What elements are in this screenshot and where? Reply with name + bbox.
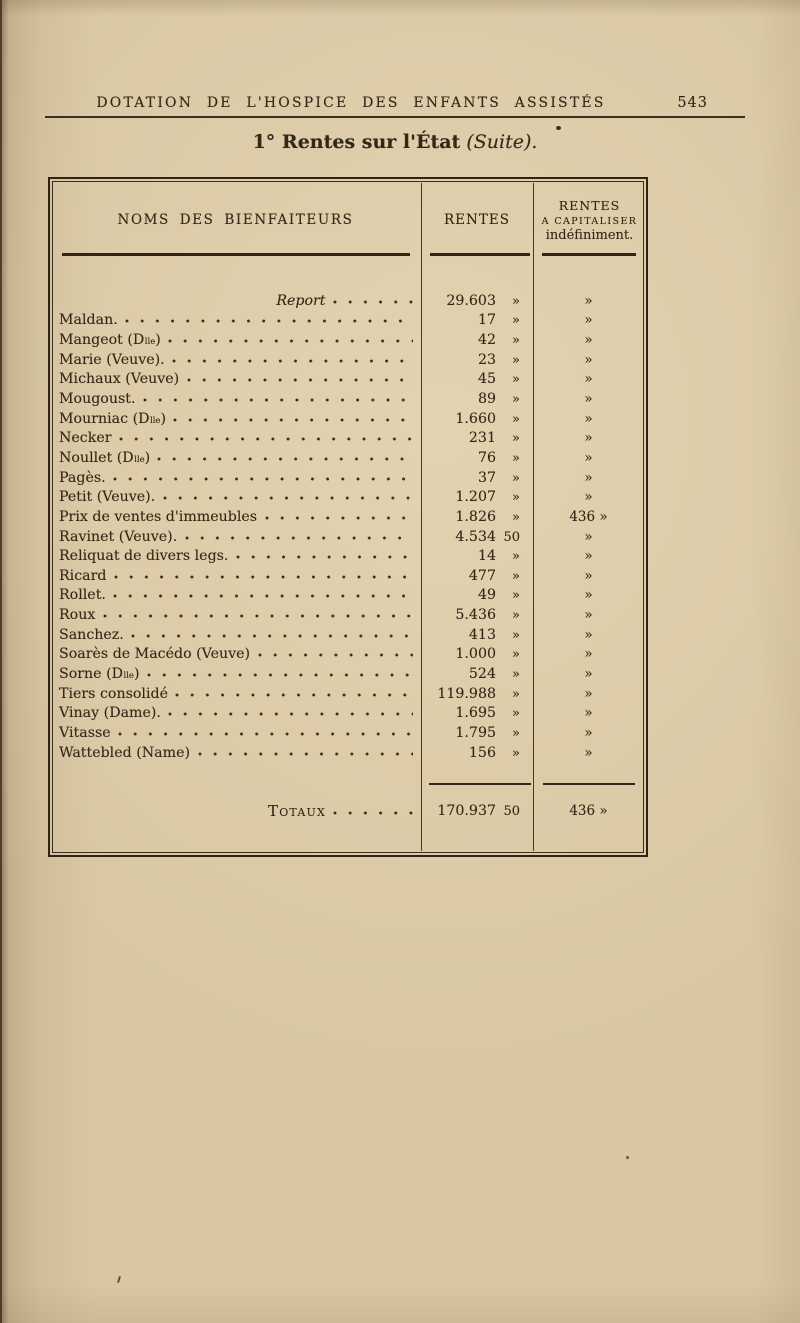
dot-leader bbox=[103, 613, 413, 619]
rente-amount: 17 bbox=[477, 312, 496, 329]
rente-amount: 1.695 bbox=[455, 705, 496, 722]
table-body bbox=[50, 291, 644, 762]
header-rule-line bbox=[45, 116, 745, 118]
benefactor-name-cell: Mourniac (D lle ) bbox=[50, 411, 421, 427]
sum-rule bbox=[543, 783, 635, 785]
dot-leader bbox=[265, 515, 413, 521]
rente-cents: » bbox=[512, 725, 520, 741]
rente-cents: » bbox=[512, 293, 520, 309]
rente-cents: » bbox=[512, 706, 520, 722]
benefactor-name: Report bbox=[276, 292, 326, 309]
table-row bbox=[50, 291, 644, 311]
rente-cell bbox=[421, 607, 533, 623]
table-row bbox=[50, 468, 644, 488]
benefactor-name: Ricard bbox=[59, 567, 107, 584]
rente-cents: » bbox=[512, 666, 520, 682]
rente-cell bbox=[421, 312, 533, 328]
dot-leader bbox=[175, 692, 413, 698]
benefactor-name-cell bbox=[50, 627, 421, 643]
table-row bbox=[50, 664, 644, 684]
table-row bbox=[50, 370, 644, 390]
benefactor-name: Mourniac (D bbox=[59, 410, 150, 427]
rente-cents: » bbox=[512, 333, 520, 349]
capitaliser-value: 436 » bbox=[569, 508, 608, 525]
rente-amount: 45 bbox=[477, 371, 496, 388]
rente-cents: » bbox=[512, 549, 520, 565]
section-title-suite: (Suite). bbox=[466, 131, 538, 153]
capitaliser-value: » bbox=[584, 587, 593, 604]
dot-leader bbox=[333, 810, 413, 816]
rente-cents: » bbox=[512, 392, 520, 408]
table-row bbox=[50, 487, 644, 507]
capitaliser-value: » bbox=[584, 724, 593, 741]
rente-cents: » bbox=[512, 372, 520, 388]
benefactor-name-cell bbox=[50, 705, 421, 721]
rente-cell bbox=[421, 411, 533, 427]
benefactor-name: Wattebled (Name) bbox=[59, 744, 191, 761]
rente-cell bbox=[421, 450, 533, 466]
table-row bbox=[50, 389, 644, 409]
rente-cents: » bbox=[512, 490, 520, 506]
ink-speck bbox=[626, 1156, 629, 1159]
rente-cell bbox=[421, 509, 533, 525]
ink-speck bbox=[117, 1276, 121, 1283]
benefactor-name-cell bbox=[50, 293, 421, 309]
capitaliser-value: » bbox=[584, 312, 593, 329]
dot-leader bbox=[113, 476, 413, 482]
rente-cents: » bbox=[512, 627, 520, 643]
benefactor-name: Tiers consolidé bbox=[59, 685, 168, 702]
rente-amount: 37 bbox=[477, 469, 496, 486]
col-header-names: NOMS DES BIENFAITEURS bbox=[117, 212, 354, 228]
capitaliser-value: » bbox=[584, 665, 593, 682]
capitaliser-value: » bbox=[584, 351, 593, 368]
rente-cents: » bbox=[512, 411, 520, 427]
benefactor-name-cell bbox=[50, 312, 421, 328]
header-underline bbox=[62, 253, 410, 256]
rente-amount: 5.436 bbox=[455, 607, 496, 624]
benefactor-name-cell bbox=[50, 470, 421, 486]
rente-cents: » bbox=[512, 352, 520, 368]
rente-amount: 49 bbox=[477, 587, 496, 604]
rente-cell bbox=[421, 725, 533, 741]
rente-cell bbox=[421, 646, 533, 662]
benefactor-name-cell: Noullet (D lle ) bbox=[50, 450, 421, 466]
rente-amount: 89 bbox=[477, 391, 496, 408]
benefactor-name-cell bbox=[50, 725, 421, 741]
table-row bbox=[50, 507, 644, 527]
benefactor-name: Vinay (Dame). bbox=[59, 705, 161, 722]
section-number: 1° bbox=[252, 131, 276, 153]
table-row bbox=[50, 330, 644, 350]
section-title bbox=[45, 131, 745, 153]
header-underline bbox=[542, 253, 636, 256]
rente-amount: 524 bbox=[468, 665, 496, 682]
rente-cents: » bbox=[512, 450, 520, 466]
rente-cell bbox=[421, 627, 533, 643]
rente-amount: 1.826 bbox=[455, 508, 496, 525]
benefactor-name-cell bbox=[50, 391, 421, 407]
dot-leader bbox=[187, 377, 413, 383]
benefactor-name-cell bbox=[50, 646, 421, 662]
dot-leader bbox=[114, 574, 413, 580]
capitaliser-value: » bbox=[584, 607, 593, 624]
rente-cell bbox=[421, 529, 533, 545]
rente-cell bbox=[421, 686, 533, 702]
benefactor-name: Vitasse bbox=[59, 724, 111, 741]
running-head: DOTATION DE L'HOSPICE DES ENFANTS ASSISTÉS bbox=[96, 95, 606, 111]
dot-leader bbox=[147, 672, 413, 678]
table-row bbox=[50, 428, 644, 448]
col-header-rentes: RENTES bbox=[444, 212, 510, 228]
benefactor-name: Marie (Veuve). bbox=[59, 351, 165, 368]
rente-cents: » bbox=[512, 647, 520, 663]
dot-leader bbox=[173, 417, 413, 423]
totals-rente-cents: 50 bbox=[503, 804, 520, 819]
dot-leader bbox=[113, 593, 413, 599]
section-title-text: Rentes sur l'État bbox=[281, 131, 461, 153]
table-row bbox=[50, 703, 644, 723]
benefactor-name: Maldan. bbox=[59, 312, 118, 329]
rente-amount: 1.000 bbox=[455, 646, 496, 663]
rente-amount: 119.988 bbox=[437, 685, 496, 702]
rente-amount: 1.207 bbox=[455, 489, 496, 506]
dot-leader bbox=[131, 633, 413, 639]
dot-leader bbox=[163, 495, 413, 501]
capitaliser-value: » bbox=[584, 292, 593, 309]
rente-amount: 4.534 bbox=[455, 528, 496, 545]
table-header bbox=[50, 185, 646, 255]
rente-cell bbox=[421, 705, 533, 721]
dot-leader bbox=[119, 436, 413, 442]
totals-capitaliser-value: 436 » bbox=[569, 803, 608, 819]
dot-leader bbox=[143, 397, 413, 403]
benefactor-name-cell bbox=[50, 529, 421, 545]
benefactor-name-cell: Sorne (D lle ) bbox=[50, 666, 421, 682]
sum-rule bbox=[429, 783, 531, 785]
benefactor-name: Noullet (D bbox=[59, 449, 134, 466]
rentes-table bbox=[48, 177, 648, 857]
table-row bbox=[50, 546, 644, 566]
table-row bbox=[50, 625, 644, 645]
benefactor-name-cell bbox=[50, 568, 421, 584]
rente-cell bbox=[421, 745, 533, 761]
capitaliser-value: » bbox=[584, 430, 593, 447]
benefactor-name: Prix de ventes d'immeubles bbox=[59, 508, 258, 525]
benefactor-name: Rollet. bbox=[59, 587, 106, 604]
table-row bbox=[50, 566, 644, 586]
rente-amount: 1.795 bbox=[455, 724, 496, 741]
dot-leader bbox=[157, 456, 413, 462]
rente-cents: » bbox=[512, 568, 520, 584]
rente-cell bbox=[421, 332, 533, 348]
rente-cell bbox=[421, 548, 533, 564]
col-header-rentes-a-capitaliser: RENTES A CAPITALISER indéfiniment. bbox=[541, 197, 638, 243]
table-row bbox=[50, 586, 644, 606]
rente-cents: » bbox=[512, 470, 520, 486]
capitaliser-value: » bbox=[584, 410, 593, 427]
benefactor-name: Mougoust. bbox=[59, 391, 136, 408]
capitaliser-value: » bbox=[584, 469, 593, 486]
capitaliser-value: » bbox=[584, 332, 593, 349]
benefactor-name: Michaux (Veuve) bbox=[59, 371, 180, 388]
rente-amount: 413 bbox=[468, 626, 496, 643]
benefactor-name-cell bbox=[50, 509, 421, 525]
rente-cell bbox=[421, 587, 533, 603]
rente-cell bbox=[421, 430, 533, 446]
benefactor-name: Ravinet (Veuve). bbox=[59, 528, 178, 545]
capitaliser-value: » bbox=[584, 391, 593, 408]
benefactor-name: Mangeot (D bbox=[59, 332, 145, 349]
totals-row bbox=[50, 791, 644, 831]
rente-cell bbox=[421, 470, 533, 486]
dot-leader bbox=[236, 554, 413, 560]
rente-cents: » bbox=[512, 509, 520, 525]
dot-leader bbox=[125, 318, 413, 324]
benefactor-name-cell bbox=[50, 430, 421, 446]
capitaliser-value: » bbox=[584, 744, 593, 761]
benefactor-name: Soarès de Macédo (Veuve) bbox=[59, 646, 251, 663]
table-row bbox=[50, 311, 644, 331]
totals-rente-amount: 170.937 bbox=[437, 803, 496, 819]
rente-amount: 231 bbox=[468, 430, 496, 447]
benefactor-name: Necker bbox=[59, 430, 112, 447]
table-row bbox=[50, 350, 644, 370]
table-row bbox=[50, 448, 644, 468]
dot-leader bbox=[168, 711, 413, 717]
benefactor-name: Reliquat de divers legs. bbox=[59, 548, 229, 565]
rente-amount: 14 bbox=[477, 548, 496, 565]
rente-amount: 477 bbox=[468, 567, 496, 584]
capitaliser-value: » bbox=[584, 371, 593, 388]
benefactor-name: Sanchez. bbox=[59, 626, 124, 643]
rente-cell bbox=[421, 391, 533, 407]
dot-leader bbox=[168, 338, 413, 344]
totals-label-cell bbox=[50, 802, 421, 820]
rente-amount: 76 bbox=[477, 449, 496, 466]
dot-leader bbox=[258, 652, 413, 658]
capitaliser-value: » bbox=[584, 449, 593, 466]
rente-amount: 23 bbox=[477, 351, 496, 368]
page-number: 543 bbox=[677, 95, 708, 111]
rente-cents: » bbox=[512, 686, 520, 702]
rente-cents: » bbox=[512, 313, 520, 329]
totals-rente-cell bbox=[421, 803, 533, 819]
rente-amount: 29.603 bbox=[446, 292, 496, 309]
rente-cents: » bbox=[512, 431, 520, 447]
benefactor-name: Petit (Veuve). bbox=[59, 489, 156, 506]
capitaliser-value: » bbox=[584, 646, 593, 663]
benefactor-name-cell bbox=[50, 548, 421, 564]
benefactor-name: Roux bbox=[59, 607, 96, 624]
rente-amount: 156 bbox=[468, 744, 496, 761]
rente-cell bbox=[421, 352, 533, 368]
table-row bbox=[50, 723, 644, 743]
table-row bbox=[50, 409, 644, 429]
ink-speck bbox=[556, 126, 561, 130]
header-underline bbox=[430, 253, 530, 256]
benefactor-name-cell: Mangeot (D lle ) bbox=[50, 332, 421, 348]
capitaliser-value: » bbox=[584, 489, 593, 506]
benefactor-name-cell bbox=[50, 607, 421, 623]
table-row bbox=[50, 645, 644, 665]
benefactor-name: Sorne (D bbox=[59, 665, 123, 682]
page-left-edge bbox=[0, 0, 2, 1323]
rente-cell bbox=[421, 568, 533, 584]
benefactor-name: Pagès. bbox=[59, 469, 106, 486]
benefactor-name-cell bbox=[50, 371, 421, 387]
table-row bbox=[50, 684, 644, 704]
rente-cents: 50 bbox=[503, 529, 520, 545]
table-row bbox=[50, 605, 644, 625]
dot-leader bbox=[333, 299, 413, 305]
rente-cents: » bbox=[512, 608, 520, 624]
capitaliser-value: » bbox=[584, 626, 593, 643]
totals-label: Totaux bbox=[267, 802, 326, 820]
rente-cell bbox=[421, 489, 533, 505]
rente-amount: 42 bbox=[477, 332, 496, 349]
dot-leader bbox=[185, 535, 413, 541]
rente-cents: » bbox=[512, 588, 520, 604]
benefactor-name-cell bbox=[50, 587, 421, 603]
benefactor-name-cell bbox=[50, 352, 421, 368]
rente-cell bbox=[421, 293, 533, 309]
benefactor-name-cell bbox=[50, 686, 421, 702]
table-row bbox=[50, 743, 644, 763]
benefactor-name-cell bbox=[50, 745, 421, 761]
benefactor-name-cell bbox=[50, 489, 421, 505]
capitaliser-value: » bbox=[584, 548, 593, 565]
rente-cell bbox=[421, 666, 533, 682]
dot-leader bbox=[198, 751, 413, 757]
capitaliser-value: » bbox=[584, 705, 593, 722]
dot-leader bbox=[172, 358, 413, 364]
capitaliser-value: » bbox=[584, 567, 593, 584]
table-row bbox=[50, 527, 644, 547]
capitaliser-value: » bbox=[584, 685, 593, 702]
capitaliser-value: » bbox=[584, 528, 593, 545]
dot-leader bbox=[118, 731, 413, 737]
rente-cell bbox=[421, 371, 533, 387]
rente-amount: 1.660 bbox=[455, 410, 496, 427]
rente-cents: » bbox=[512, 745, 520, 761]
